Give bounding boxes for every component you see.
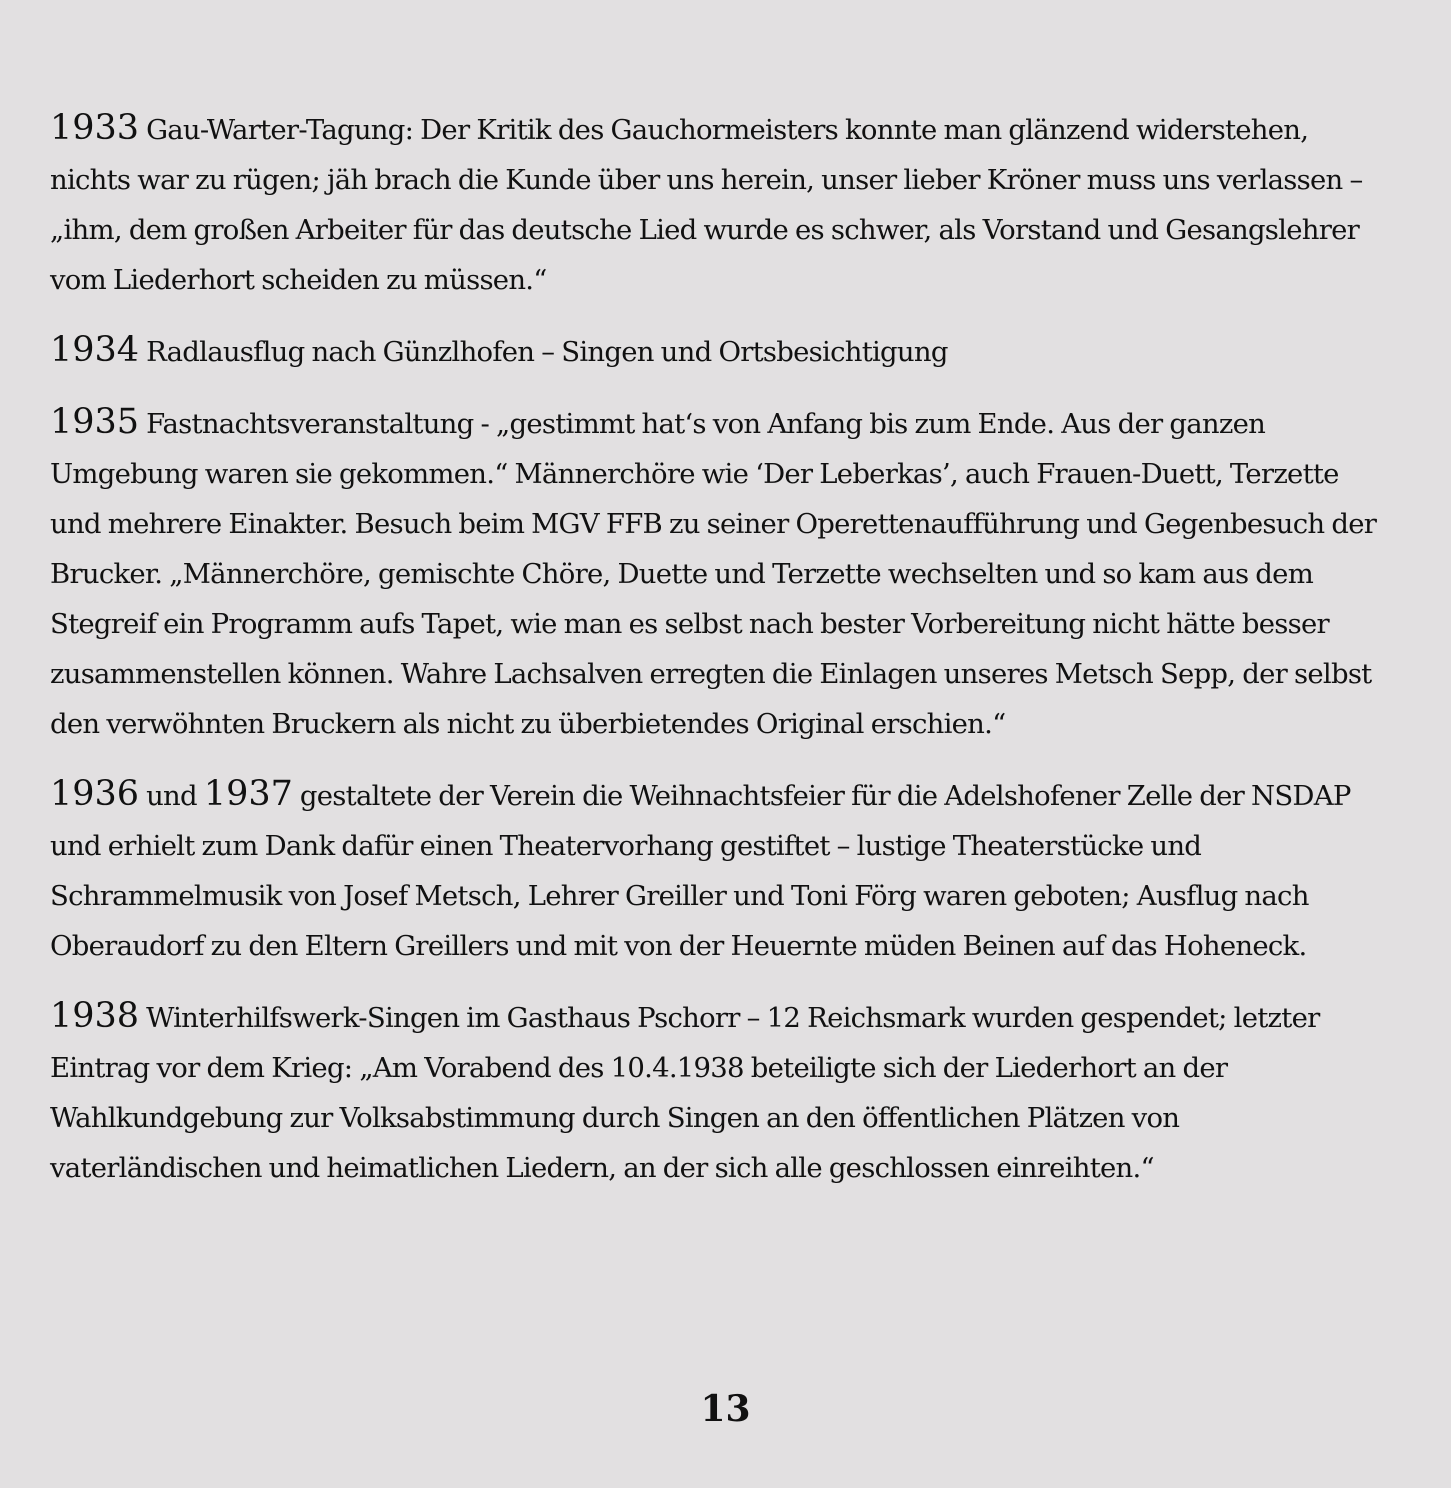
entry-year: 1933 xyxy=(50,108,140,148)
entry-1934 xyxy=(50,325,1390,377)
entry-year: 1934 xyxy=(50,330,140,370)
page-number: 13 xyxy=(700,1388,751,1430)
entry-year-second: 1937 xyxy=(203,774,293,814)
entry-1936-1937 xyxy=(50,769,1390,971)
page-body xyxy=(50,103,1390,1213)
entry-year: 1938 xyxy=(50,996,140,1036)
entry-1938 xyxy=(50,991,1390,1193)
entry-text: Gau-Warter-Tagung: Der Kritik des Gauchormeisters konnte man glänzend widerstehen, nichts war zu rügen; jäh brach die Kunde über uns herein, unser lieber Kröner muss uns verlassen – „ihm, dem großen Arbeiter für das deutsche Lied wurde es schwer, als Vorstand und Gesangslehrer vom Liederhort scheiden zu müssen.“ xyxy=(50,114,1363,296)
entry-text: gestaltete der Verein die Weihnachtsfeier für die Adelshofener Zelle der NSDAP und erhielt zum Dank dafür einen Theatervorhang gestiftet – lustige Theaterstücke und Schrammelmusik von Josef Metsch, Lehrer Greiller und Toni Förg waren geboten; Ausflug nach Oberaudorf zu den Eltern Greillers und mit von der Heuernte müden Beinen auf das Hoheneck. xyxy=(50,780,1351,962)
entry-1935 xyxy=(50,397,1390,749)
entry-text: Winterhilfswerk-Singen im Gasthaus Pschorr – 12 Reichsmark wurden gespendet; letzter Eintrag vor dem Krieg: „Am Vorabend des 10.4.1938 beteiligte sich der Liederhort an der Wahlkundgebung zur Volksabstimmung durch Singen an den öffentlichen Plätzen von vaterländischen und heimatlichen Liedern, an der sich alle geschlossen einreihten.“ xyxy=(50,1002,1320,1184)
entry-joiner: und xyxy=(139,780,204,812)
entry-text: Radlausflug nach Günzlhofen – Singen und Ortsbesichtigung xyxy=(139,336,948,368)
entry-year: 1936 xyxy=(50,774,140,814)
entry-text: Fastnachtsveranstaltung - „gestimmt hat‘s von Anfang bis zum Ende. Aus der ganzen Umgebung waren sie gekommen.“ Männerchöre wie ‘Der Leberkas’, auch Frauen-Duett, Terzette und mehrere Einakter. Besuch beim MGV FFB zu seiner Operettenaufführung und Gegenbesuch der Brucker. „Männerchöre, gemischte Chöre, Duette und Terzette wechselten und so kam aus dem Stegreif ein Programm aufs Tapet, wie man es selbst nach bester Vorbereitung nicht hätte besser zusammenstellen können. Wahre Lachsalven erregten die Einlagen unseres Metsch Sepp, der selbst den verwöhnten Bruckern als nicht zu überbietendes Original erschien.“ xyxy=(50,408,1377,740)
entry-1933 xyxy=(50,103,1390,305)
entry-year: 1935 xyxy=(50,402,140,442)
